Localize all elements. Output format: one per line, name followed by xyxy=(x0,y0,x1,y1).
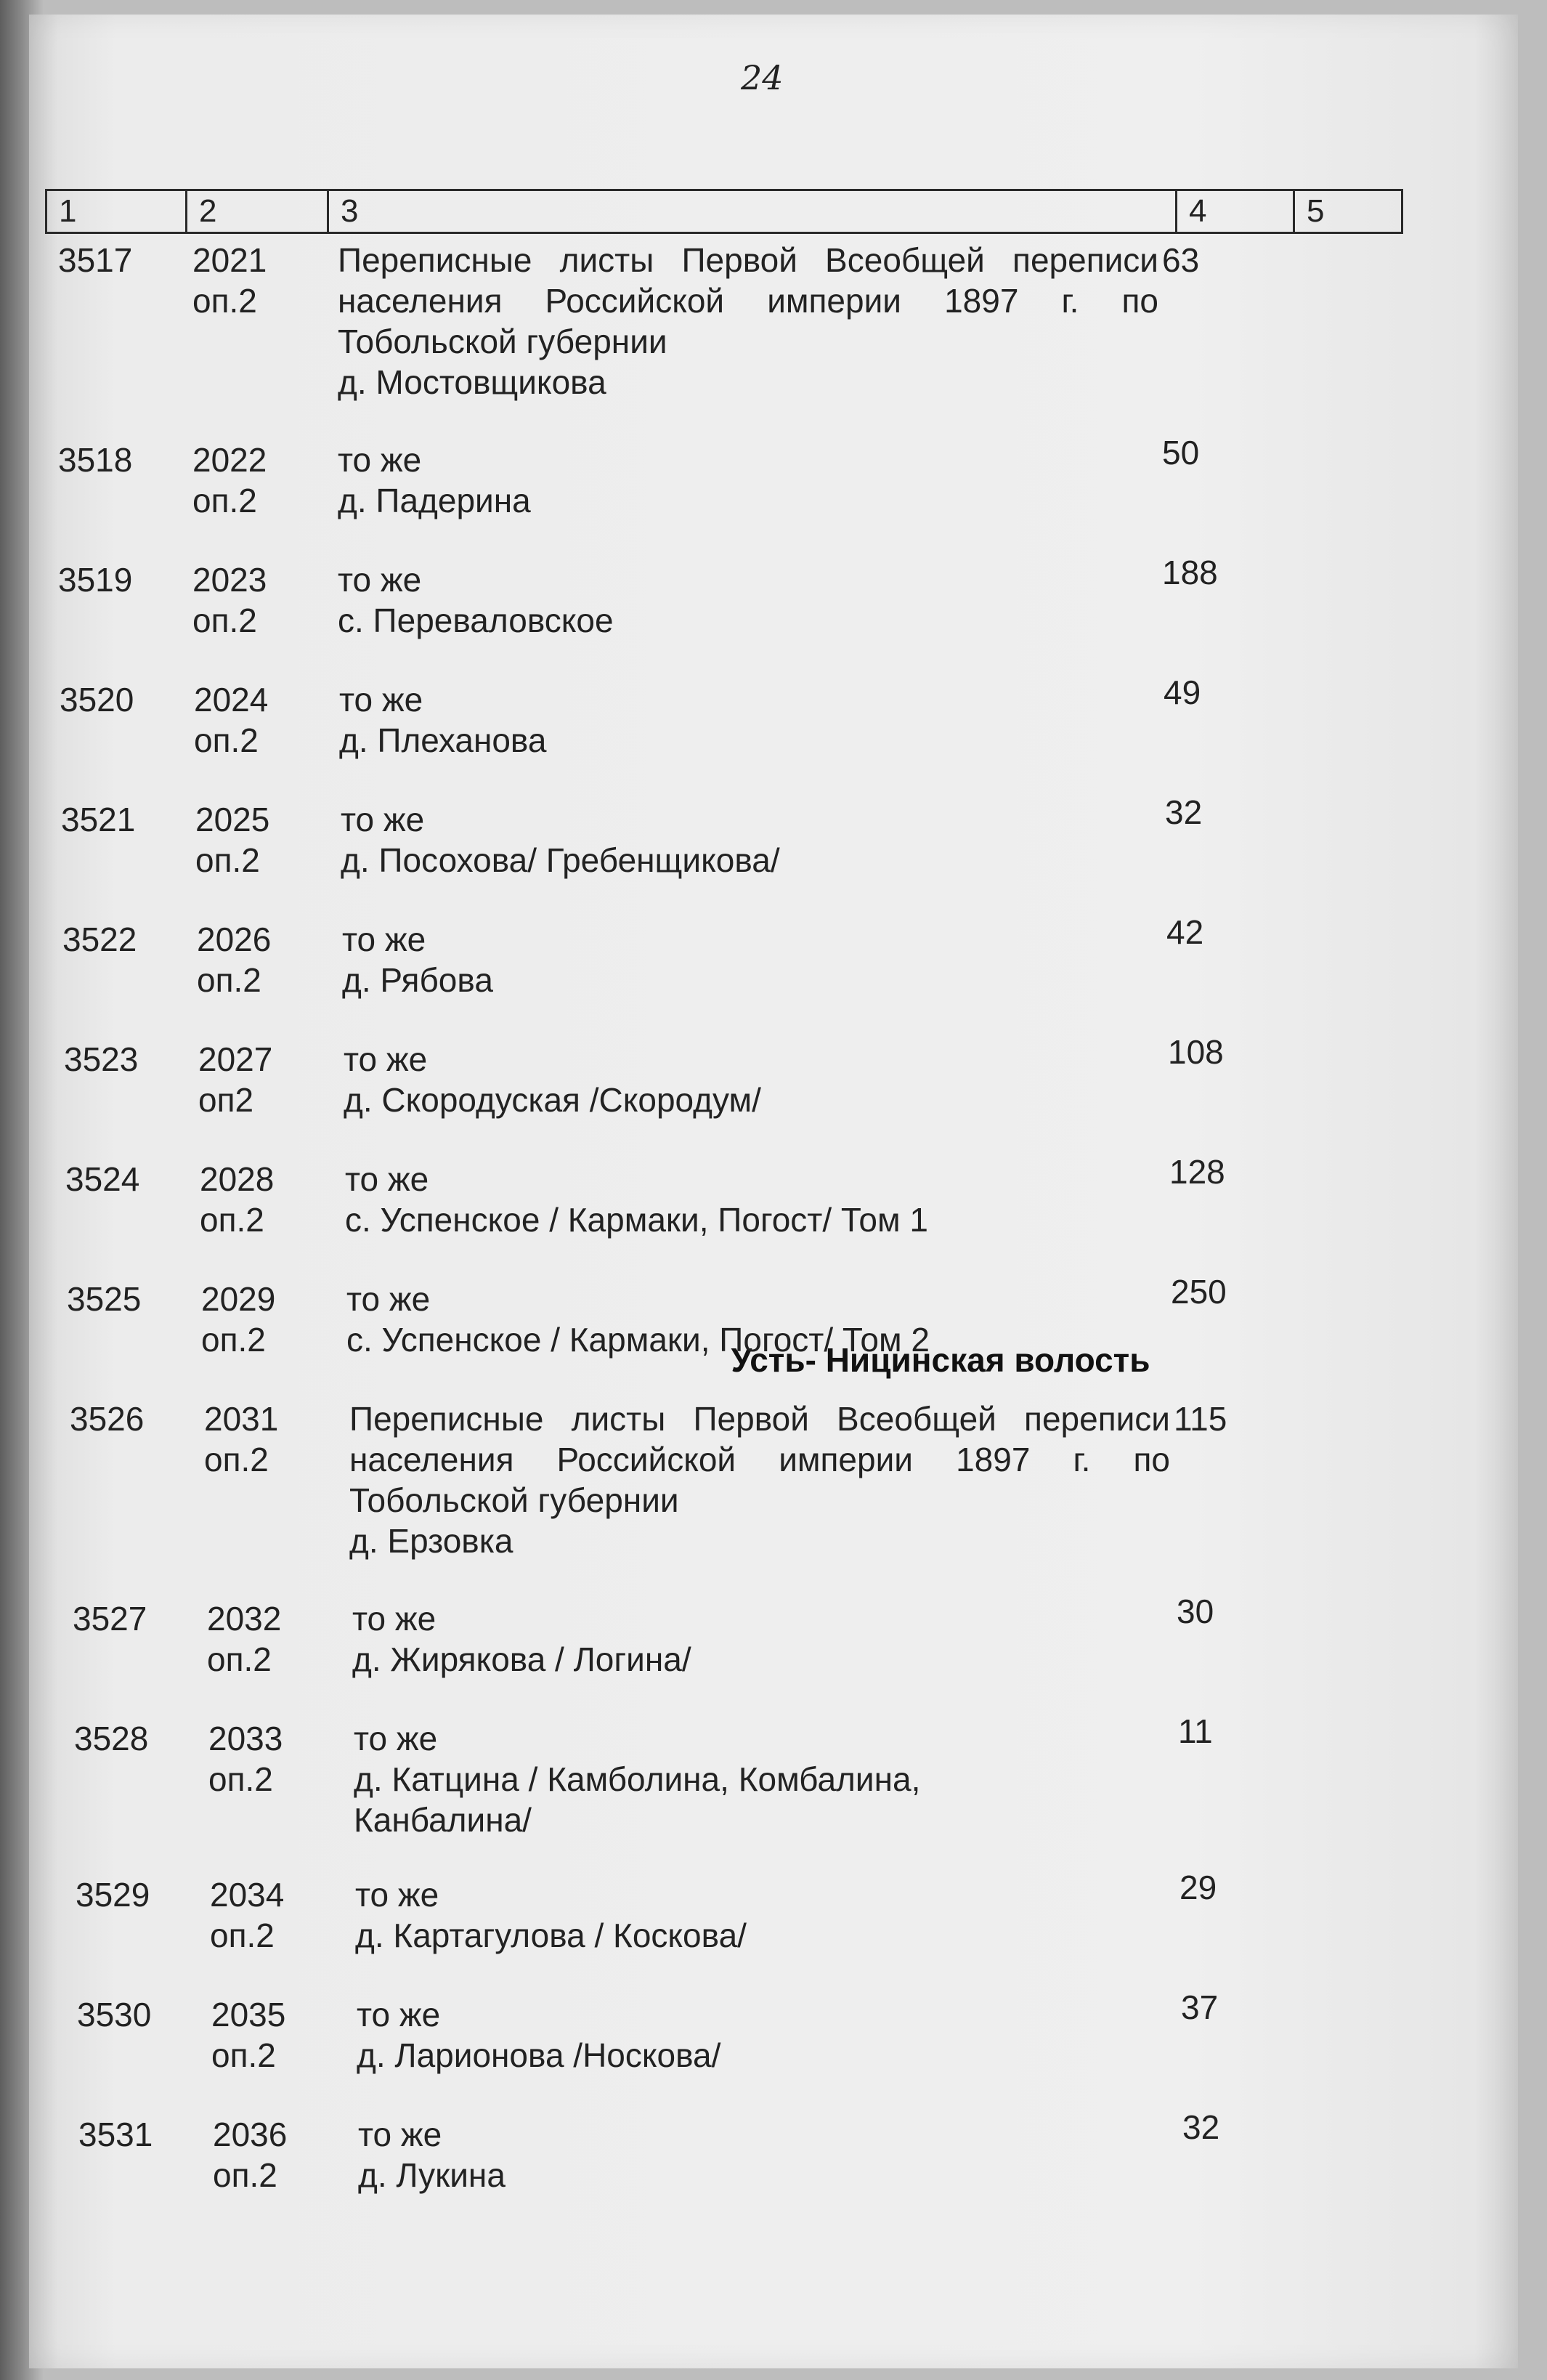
record-title xyxy=(345,1159,1166,1240)
opis-label: оп.2 xyxy=(192,602,257,639)
title-line: д. Мостовщикова xyxy=(338,363,606,401)
record-number: 3518 xyxy=(58,441,133,479)
title-line: д. Скородуская /Скородум/ xyxy=(344,1081,761,1119)
delo-number: 2024 xyxy=(194,681,269,719)
file-reference xyxy=(192,440,316,521)
opis-label: оп2 xyxy=(198,1081,254,1119)
sheet-count: 30 xyxy=(1177,1592,1214,1630)
header-col-4: 4 xyxy=(1175,191,1293,232)
sheet-count: 63 xyxy=(1162,241,1200,279)
title-line: то же xyxy=(338,441,422,479)
record-number: 3527 xyxy=(73,1600,147,1638)
opis-label: оп.2 xyxy=(207,1640,272,1678)
title-line: д. Жирякова / Логина/ xyxy=(352,1640,691,1678)
record-number: 3521 xyxy=(61,801,136,838)
file-reference xyxy=(211,1994,335,2076)
opis-label: оп.2 xyxy=(211,2036,276,2074)
title-line: то же xyxy=(341,801,425,838)
record-number: 3520 xyxy=(60,681,134,719)
header-col-5: 5 xyxy=(1293,191,1402,232)
title-line: то же xyxy=(345,1160,429,1198)
title-line: Тобольской губернии xyxy=(338,323,667,360)
record-number: 3525 xyxy=(67,1280,142,1318)
title-line: то же xyxy=(355,1876,439,1914)
sheet-count: 29 xyxy=(1179,1869,1217,1906)
title-line: то же xyxy=(339,681,423,719)
record-title xyxy=(349,1399,1170,1561)
title-line: то же xyxy=(358,2116,442,2153)
file-reference xyxy=(207,1598,330,1680)
file-reference xyxy=(210,1874,333,1956)
title-line: Тобольской губернии xyxy=(349,1481,679,1519)
title-line: д. Посохова/ Гребенщикова/ xyxy=(341,841,780,879)
sheet-count: 42 xyxy=(1166,913,1204,951)
delo-number: 2036 xyxy=(213,2116,288,2153)
opis-label: оп.2 xyxy=(208,1760,273,1798)
delo-number: 2025 xyxy=(195,801,270,838)
sheet-count: 115 xyxy=(1174,1400,1227,1438)
sheet-count: 128 xyxy=(1169,1153,1225,1191)
file-reference xyxy=(213,2114,336,2195)
sheet-count: 108 xyxy=(1168,1033,1224,1071)
record-number: 3522 xyxy=(62,920,137,958)
title-line: населения Российской империи 1897 г. по xyxy=(349,1441,1170,1478)
record-number: 3524 xyxy=(65,1160,140,1198)
title-line: то же xyxy=(354,1720,438,1757)
title-line: то же xyxy=(338,561,422,599)
sheet-count: 188 xyxy=(1162,554,1218,591)
record-title xyxy=(358,2114,1179,2195)
opis-label: оп.2 xyxy=(200,1201,264,1239)
sheet-count: 11 xyxy=(1178,1712,1213,1750)
title-line: то же xyxy=(352,1600,437,1638)
opis-label: оп.2 xyxy=(192,482,257,519)
delo-number: 2035 xyxy=(211,1996,286,2033)
title-line: Переписные листы Первой Всеобщей переписи xyxy=(338,241,1158,279)
delo-number: 2027 xyxy=(198,1040,273,1078)
page-number: 24 xyxy=(741,58,784,97)
title-line: с. Успенское / Кармаки, Погост/ Том 2 xyxy=(346,1321,930,1359)
record-number: 3519 xyxy=(58,561,133,599)
record-title xyxy=(338,559,1158,641)
title-line: то же xyxy=(342,920,426,958)
header-col-3: 3 xyxy=(327,191,1175,232)
header-col-1: 1 xyxy=(59,193,77,229)
file-reference xyxy=(192,559,316,641)
record-number: 3523 xyxy=(64,1040,139,1078)
title-line: д. Падерина xyxy=(338,482,531,519)
opis-label: оп.2 xyxy=(201,1321,266,1359)
sheet-count: 50 xyxy=(1162,434,1200,471)
file-reference xyxy=(200,1159,323,1240)
record-number: 3528 xyxy=(74,1720,149,1757)
title-line: д. Ерзовка xyxy=(349,1522,513,1560)
file-reference xyxy=(197,919,320,1000)
title-line: то же xyxy=(344,1040,428,1078)
record-title xyxy=(352,1598,1173,1680)
file-reference xyxy=(195,799,319,881)
section-title-text: Усть- Ницинская волость xyxy=(731,1341,1150,1379)
delo-number: 2023 xyxy=(192,561,267,599)
opis-label: оп.2 xyxy=(210,1916,275,1954)
delo-number: 2021 xyxy=(192,241,267,279)
delo-number: 2028 xyxy=(200,1160,275,1198)
file-reference xyxy=(198,1039,322,1120)
title-line: д. Рябова xyxy=(342,961,493,999)
sheet-count: 250 xyxy=(1171,1273,1227,1311)
header-col-2: 2 xyxy=(185,191,327,232)
record-title xyxy=(346,1279,1167,1360)
delo-number: 2033 xyxy=(208,1720,283,1757)
opis-label: оп.2 xyxy=(197,961,261,999)
record-title xyxy=(338,240,1158,402)
title-line: д. Картагулова / Коскова/ xyxy=(355,1916,747,1954)
sheet-count: 32 xyxy=(1165,793,1203,831)
opis-label: оп.2 xyxy=(204,1441,269,1478)
delo-number: 2031 xyxy=(204,1400,279,1438)
record-title xyxy=(344,1039,1164,1120)
record-title xyxy=(355,1874,1176,1956)
opis-label: оп.2 xyxy=(213,2156,277,2194)
delo-number: 2029 xyxy=(201,1280,276,1318)
opis-label: оп.2 xyxy=(192,282,257,320)
document-page xyxy=(29,15,1518,2368)
title-line: д. Ларионова /Носкова/ xyxy=(357,2036,721,2074)
title-line: с. Переваловское xyxy=(338,602,614,639)
title-line: то же xyxy=(346,1280,431,1318)
record-number: 3529 xyxy=(76,1876,150,1914)
record-title xyxy=(341,799,1161,881)
file-reference xyxy=(204,1399,328,1480)
record-title xyxy=(339,679,1160,761)
title-line: то же xyxy=(357,1996,441,2033)
record-number: 3526 xyxy=(70,1400,145,1438)
delo-number: 2032 xyxy=(207,1600,282,1638)
record-title xyxy=(357,1994,1177,2076)
title-line: д. Плеханова xyxy=(339,721,547,759)
record-title xyxy=(338,440,1158,521)
record-number: 3531 xyxy=(78,2116,153,2153)
title-line: с. Успенское / Кармаки, Погост/ Том 1 xyxy=(345,1201,929,1239)
file-reference xyxy=(208,1718,332,1800)
record-title xyxy=(354,1718,1174,1840)
opis-label: оп.2 xyxy=(194,721,259,759)
delo-number: 2026 xyxy=(197,920,272,958)
record-title xyxy=(342,919,1163,1000)
title-line: д. Катцина / Камболина, Комбалина, xyxy=(354,1760,921,1798)
sheet-count: 49 xyxy=(1164,673,1201,711)
title-line: населения Российской империи 1897 г. по xyxy=(338,282,1158,320)
sheet-count: 37 xyxy=(1181,1988,1219,2026)
file-reference xyxy=(201,1279,325,1360)
delo-number: 2022 xyxy=(192,441,267,479)
record-number: 3530 xyxy=(77,1996,152,2033)
title-line: Канбалина/ xyxy=(354,1801,532,1839)
title-line: Переписные листы Первой Всеобщей переписи xyxy=(349,1400,1170,1438)
file-reference xyxy=(194,679,317,761)
file-reference xyxy=(192,240,316,321)
delo-number: 2034 xyxy=(210,1876,285,1914)
table-header xyxy=(45,189,1403,234)
sheet-count: 32 xyxy=(1182,2108,1220,2146)
record-number: 3517 xyxy=(58,241,133,279)
opis-label: оп.2 xyxy=(195,841,260,879)
title-line: д. Лукина xyxy=(358,2156,505,2194)
